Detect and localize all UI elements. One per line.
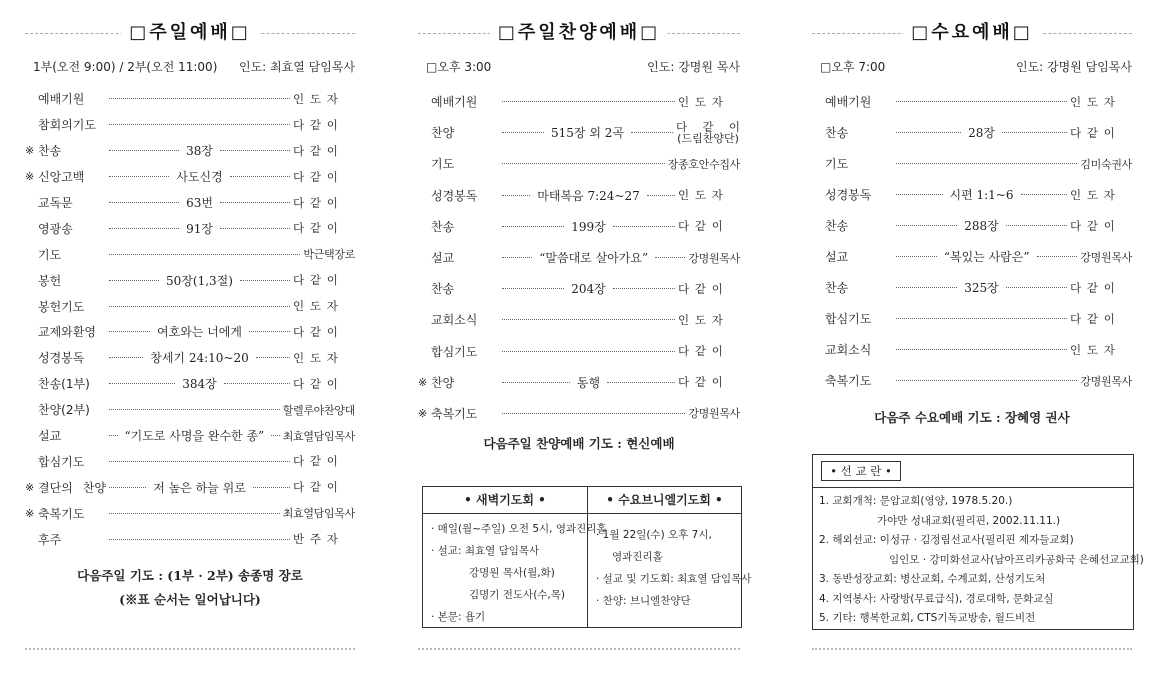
order-person: 인 도 자 bbox=[1070, 187, 1115, 202]
dawn-prayer-item: · 본문: 욥기 bbox=[431, 611, 486, 623]
order-row bbox=[812, 117, 1132, 148]
order-label: 성경봉독 bbox=[825, 188, 872, 202]
order-row bbox=[25, 319, 355, 345]
order-person: 강명원목사 bbox=[688, 251, 740, 265]
praise-title-area bbox=[418, 18, 740, 48]
order-person: 다 같 이 bbox=[1070, 125, 1115, 140]
order-person: 다 같 이 bbox=[293, 454, 338, 469]
order-row bbox=[25, 423, 355, 449]
order-content: 63번 bbox=[186, 196, 213, 210]
order-label: 신앙고백 bbox=[38, 170, 85, 185]
praise-time: □오후 3:00 bbox=[426, 60, 492, 74]
order-row bbox=[418, 86, 740, 117]
order-row bbox=[812, 365, 1132, 396]
standing-mark: ※ bbox=[25, 480, 35, 494]
sunday-order-list bbox=[25, 86, 355, 552]
order-content: 288장 bbox=[964, 219, 999, 233]
wednesday-leader: 인도: 강명원 담임목사 bbox=[1015, 60, 1132, 74]
wednesday-prayer-item: 영과진리홀 bbox=[612, 551, 663, 563]
dawn-prayer-item: · 매일(월~주일) 오전 5시, 영과진리홀 bbox=[431, 523, 607, 535]
order-label: 참회의기도 bbox=[38, 118, 96, 133]
order-row bbox=[812, 179, 1132, 210]
order-row bbox=[25, 448, 355, 474]
dawn-prayer-header: • 새벽기도회 • bbox=[423, 487, 587, 514]
order-label: 교회소식 bbox=[825, 343, 872, 357]
order-label: 기도 bbox=[38, 247, 62, 262]
order-label: 결단의 찬양 bbox=[38, 480, 106, 495]
order-content: 384장 bbox=[182, 377, 217, 392]
sunday-next-prayer: 다음주일 기도 : (1부 · 2부) 송종명 장로 bbox=[77, 568, 303, 583]
order-label: 봉헌기도 bbox=[38, 299, 85, 314]
order-row bbox=[25, 500, 355, 526]
dawn-prayer-item: 강명원 목사(월,화) bbox=[469, 567, 555, 579]
order-content: 동행 bbox=[576, 375, 601, 390]
order-person: 인 도 자 bbox=[678, 312, 723, 327]
order-person: 다 같 이 bbox=[678, 219, 723, 234]
order-content: “기도로 사명을 완수한 종” bbox=[124, 429, 265, 444]
order-label: 설교 bbox=[825, 250, 849, 264]
order-content: 창세기 24:10~20 bbox=[150, 351, 249, 366]
order-person: 다 같 이 bbox=[293, 273, 338, 288]
order-label: 찬송 bbox=[431, 219, 455, 234]
order-person: 인 도 자 bbox=[293, 350, 338, 365]
order-person: 할렐루야찬양대 bbox=[282, 403, 355, 417]
order-person: 최효열담임목사 bbox=[282, 429, 355, 443]
order-row bbox=[25, 526, 355, 552]
order-content: 38장 bbox=[186, 144, 213, 159]
order-person-name: 다 같 이 bbox=[676, 119, 741, 134]
order-row bbox=[812, 241, 1132, 272]
mission-box bbox=[812, 454, 1144, 630]
order-person: 강명원목사 bbox=[1080, 374, 1132, 388]
dawn-prayer-item: · 설교: 최효열 담임목사 bbox=[431, 545, 540, 557]
order-person: 강명원목사 bbox=[688, 407, 740, 421]
sunday-time: 1부(오전 9:00) / 2부(오전 11:00) bbox=[33, 60, 218, 74]
mission-item: 임인모 · 강미화선교사(남아프리카공화국 은혜선교교회) bbox=[889, 553, 1144, 566]
wednesday-prayer-item: · 찬양: 브니엘찬양단 bbox=[596, 595, 691, 607]
order-label: 합심기도 bbox=[825, 312, 872, 326]
order-label: 찬송 bbox=[825, 219, 849, 233]
order-label: 축복기도 bbox=[38, 506, 85, 521]
order-person: 인 도 자 bbox=[678, 94, 723, 109]
standing-mark: ※ bbox=[25, 170, 35, 184]
order-person: 다 같 이 bbox=[293, 117, 338, 132]
order-row bbox=[812, 86, 1132, 117]
wednesday-order-list bbox=[812, 86, 1132, 396]
dawn-prayer-item: 김명기 전도사(수,목) bbox=[469, 589, 566, 601]
order-row bbox=[25, 293, 355, 319]
order-content: 저 높은 하늘 위로 bbox=[153, 480, 246, 495]
order-content: 50장(1,3절) bbox=[166, 273, 233, 288]
order-row bbox=[25, 267, 355, 293]
wednesday-prayer-header: • 수요브니엘기도회 • bbox=[588, 487, 741, 514]
praise-info bbox=[426, 58, 740, 76]
order-content: 515장 외 2곡 bbox=[551, 126, 624, 141]
order-person: 다 같 이 bbox=[293, 480, 338, 495]
mission-item: 가야만 성내교회(필리핀, 2002.11.11.) bbox=[877, 514, 1061, 527]
order-label: 찬송 bbox=[825, 281, 849, 295]
order-row bbox=[418, 242, 740, 273]
order-label: 교회소식 bbox=[431, 313, 478, 328]
order-label: 찬송 bbox=[38, 144, 62, 159]
order-label: 예배기원 bbox=[825, 95, 872, 109]
mission-item: 1. 교회개척: 문암교회(영양, 1978.5.20.) bbox=[819, 495, 1013, 507]
wednesday-info bbox=[820, 58, 1132, 76]
order-label: 교독문 bbox=[38, 196, 73, 210]
order-content: 204장 bbox=[571, 282, 606, 297]
order-person: 최효열담임목사 bbox=[282, 507, 355, 521]
order-row bbox=[418, 336, 740, 367]
mission-header: • 선 교 란 • bbox=[821, 461, 901, 481]
order-row bbox=[418, 367, 740, 398]
praise-order-list bbox=[418, 86, 740, 429]
order-row bbox=[25, 190, 355, 216]
order-row bbox=[418, 273, 740, 304]
order-label: 기도 bbox=[431, 157, 455, 172]
sunday-leader: 인도: 최효열 담임목사 bbox=[238, 60, 355, 74]
order-person: 다 같 이 bbox=[293, 195, 338, 210]
order-row bbox=[25, 112, 355, 138]
order-label: 영광송 bbox=[38, 221, 73, 236]
order-label: 성경봉독 bbox=[38, 351, 85, 366]
order-person: 다 같 이 bbox=[293, 143, 338, 158]
order-person: 인 도 자 bbox=[293, 91, 338, 106]
mission-item: 2. 해외선교: 이성규 · 김정림선교사(필리핀 제자들교회) bbox=[819, 534, 1074, 546]
mission-item: 4. 지역봉사: 사랑방(무료급식), 경로대학, 문화교실 bbox=[819, 592, 1054, 605]
order-row bbox=[812, 303, 1132, 334]
standing-mark: ※ bbox=[418, 406, 428, 420]
sunday-title-area bbox=[25, 18, 355, 48]
order-content: “말씀대로 살아가요” bbox=[539, 251, 649, 266]
order-row bbox=[25, 397, 355, 423]
sunday-title: □주일예배□ bbox=[121, 18, 259, 44]
order-person: 다 같 이 bbox=[678, 344, 723, 359]
wednesday-prayer-item: · 설교 및 기도회: 최효열 담임목사 bbox=[596, 573, 752, 585]
order-person: 다 같 이 bbox=[678, 375, 723, 390]
order-person: 다 같 이 bbox=[678, 281, 723, 296]
order-row bbox=[418, 304, 740, 335]
order-label: 설교 bbox=[38, 429, 62, 444]
dawn-prayer-box bbox=[423, 487, 607, 627]
mission-item: 5. 기타: 행복한교회, CTS기독교방송, 월드비전 bbox=[819, 612, 1036, 624]
order-label: 예배기원 bbox=[38, 92, 85, 107]
order-label: 찬양(2부) bbox=[38, 403, 90, 418]
order-label: 기도 bbox=[825, 157, 849, 171]
order-row bbox=[418, 148, 740, 179]
wednesday-time: □오후 7:00 bbox=[820, 60, 886, 74]
order-content: 시편 1:1~6 bbox=[949, 188, 1014, 202]
order-label: 합심기도 bbox=[431, 344, 478, 359]
order-label: 찬양 bbox=[431, 375, 455, 390]
praise-title: □주일찬양예배□ bbox=[490, 18, 668, 44]
order-label: 예배기원 bbox=[431, 95, 478, 110]
order-label: 합심기도 bbox=[38, 454, 85, 469]
order-content: 325장 bbox=[964, 281, 999, 295]
order-person: 반 주 자 bbox=[293, 532, 338, 547]
order-label: 찬송 bbox=[431, 282, 455, 297]
order-person: 다 같 이 bbox=[1070, 280, 1115, 295]
order-row bbox=[25, 215, 355, 241]
order-person: 다 같 이 bbox=[293, 376, 338, 391]
order-content: 91장 bbox=[186, 221, 213, 236]
order-row bbox=[25, 474, 355, 500]
order-content: 여호와는 너에게 bbox=[157, 325, 242, 340]
order-content: 28장 bbox=[968, 126, 995, 140]
order-row bbox=[812, 148, 1132, 179]
order-person: 강명원목사 bbox=[1080, 250, 1132, 264]
order-label: 설교 bbox=[431, 251, 455, 266]
order-label: 후주 bbox=[38, 532, 62, 547]
praise-next-prayer: 다음주일 찬양예배 기도 : 현신예배 bbox=[483, 436, 675, 451]
order-person: 인 도 자 bbox=[678, 188, 723, 203]
order-content: “복있는 사람은” bbox=[943, 250, 1030, 264]
order-label: 축복기도 bbox=[825, 374, 872, 388]
order-content: 199장 bbox=[571, 219, 606, 234]
order-row bbox=[812, 334, 1132, 365]
order-row bbox=[25, 241, 355, 267]
standing-mark: ※ bbox=[25, 506, 35, 520]
wednesday-prayer-item: · 1월 22일(수) 오후 7시, bbox=[596, 529, 712, 541]
standing-note: (※표 순서는 일어납니다) bbox=[119, 592, 261, 607]
wednesday-prayer-box bbox=[588, 487, 752, 627]
order-row bbox=[25, 371, 355, 397]
praise-leader: 인도: 강명원 목사 bbox=[647, 60, 740, 74]
order-row bbox=[25, 86, 355, 112]
prayer-meetings-box bbox=[422, 486, 752, 628]
order-person: 다 같 이 bbox=[1070, 218, 1115, 233]
sunday-service-column bbox=[25, 0, 355, 680]
order-label: 교제와환영 bbox=[38, 325, 96, 340]
order-label: 찬송 bbox=[825, 126, 849, 140]
order-label: 봉헌 bbox=[38, 273, 62, 288]
wednesday-service-column bbox=[812, 0, 1144, 680]
order-row bbox=[418, 117, 740, 148]
order-row bbox=[418, 398, 740, 429]
order-row bbox=[418, 211, 740, 242]
order-row bbox=[812, 210, 1132, 241]
sunday-info bbox=[33, 58, 355, 76]
order-person bbox=[676, 121, 740, 145]
order-person: 장종호안수집사 bbox=[667, 157, 740, 171]
order-label: 찬양 bbox=[431, 126, 455, 141]
order-person: 인 도 자 bbox=[293, 299, 338, 314]
order-person: 다 같 이 bbox=[293, 221, 338, 236]
order-row bbox=[25, 345, 355, 371]
order-person: 다 같 이 bbox=[293, 324, 338, 339]
order-row bbox=[25, 164, 355, 190]
order-person: 박근택장로 bbox=[303, 248, 355, 262]
order-row bbox=[25, 138, 355, 164]
order-row bbox=[418, 180, 740, 211]
order-person: 인 도 자 bbox=[1070, 94, 1115, 109]
order-person: 인 도 자 bbox=[1070, 342, 1115, 357]
order-person: 다 같 이 bbox=[1070, 311, 1115, 326]
wednesday-title-area bbox=[812, 18, 1132, 48]
mission-item: 3. 동반성장교회: 병산교회, 수계교회, 산성기도처 bbox=[819, 573, 1046, 585]
order-label: 찬송(1부) bbox=[38, 377, 90, 392]
standing-mark: ※ bbox=[25, 144, 35, 158]
praise-service-column bbox=[418, 0, 752, 680]
order-label: 성경봉독 bbox=[431, 188, 478, 203]
order-content: 사도신경 bbox=[176, 170, 223, 185]
wednesday-next-prayer: 다음주 수요예배 기도 : 장혜영 권사 bbox=[874, 410, 1070, 425]
order-person-group: (드림찬양단) bbox=[677, 131, 739, 145]
order-label: 축복기도 bbox=[431, 406, 478, 421]
order-person: 다 같 이 bbox=[293, 169, 338, 184]
order-content: 마태복음 7:24~27 bbox=[537, 188, 640, 203]
wednesday-title: □수요예배□ bbox=[903, 18, 1041, 44]
order-person: 김미숙권사 bbox=[1080, 157, 1132, 171]
standing-mark: ※ bbox=[418, 375, 428, 389]
order-row bbox=[812, 272, 1132, 303]
